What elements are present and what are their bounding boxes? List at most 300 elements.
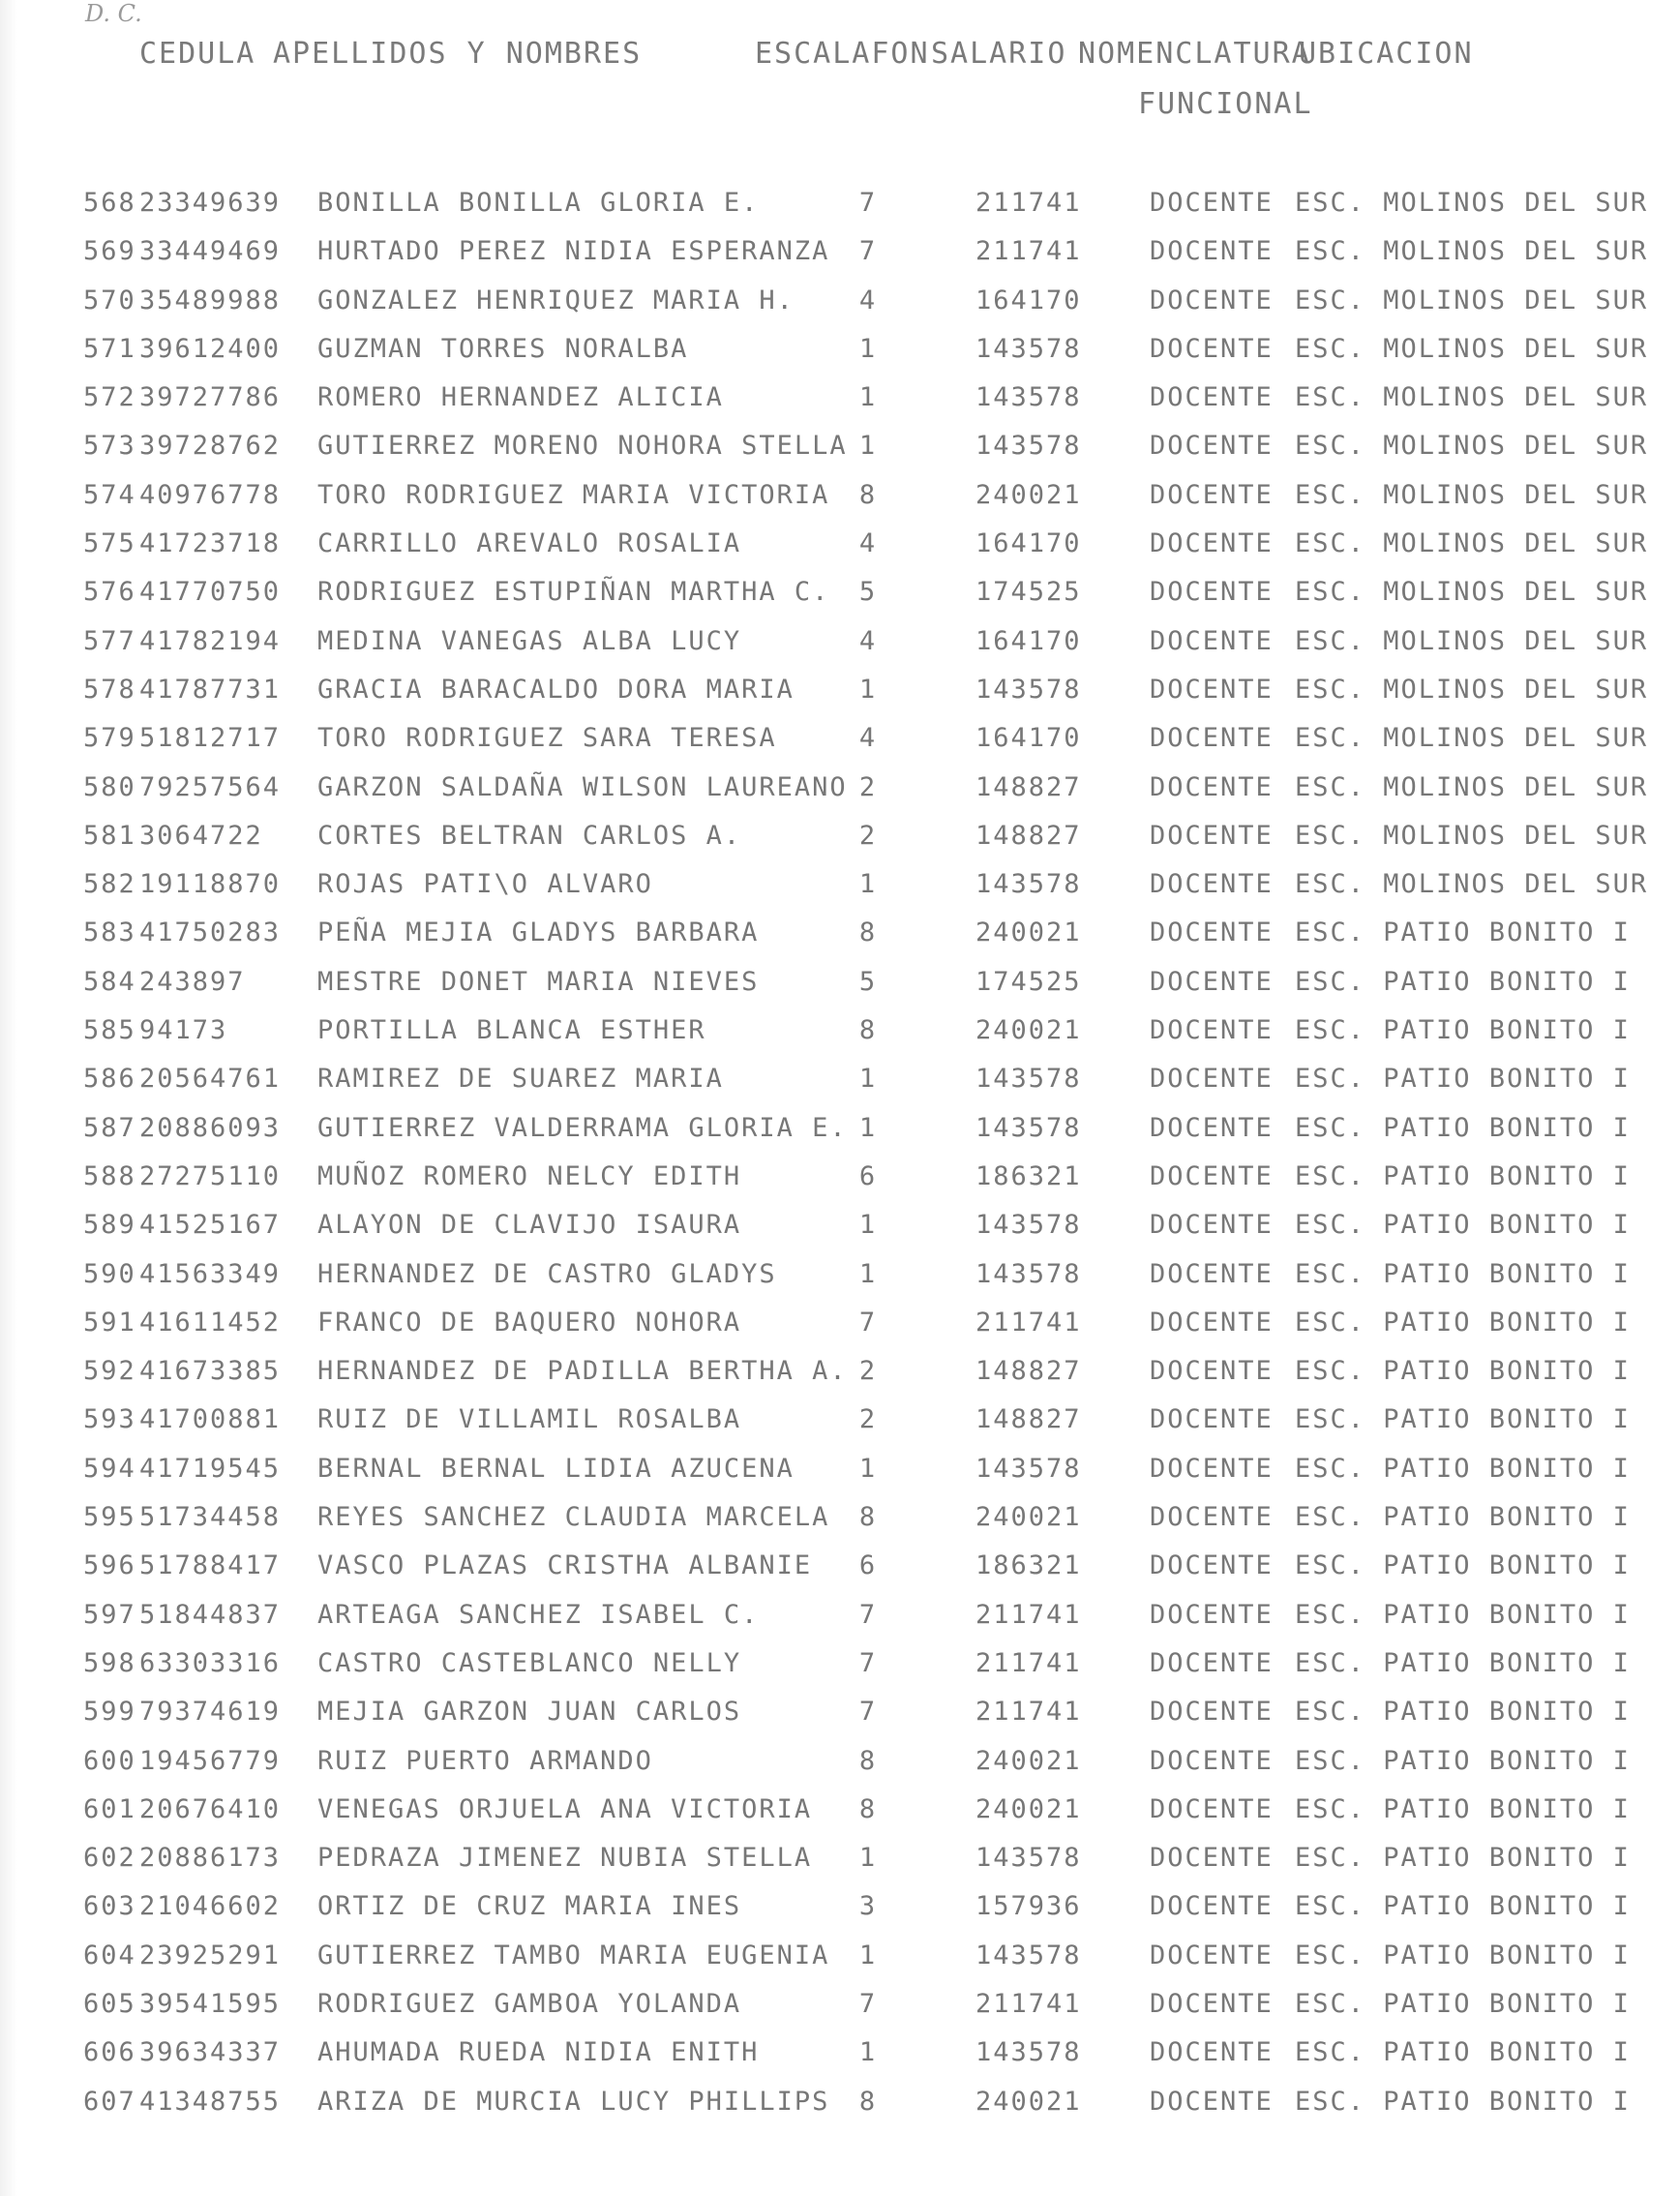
nomenclatura-cell: DOCENTE <box>1150 285 1274 316</box>
name-cell: BONILLA BONILLA GLORIA E. <box>317 188 760 218</box>
name-cell: TORO RODRIGUEZ SARA TERESA <box>317 723 777 754</box>
row-number: 571 <box>83 333 136 364</box>
name-cell: GUZMAN TORRES NORALBA <box>317 333 689 364</box>
escalafon-cell: 7 <box>858 1988 878 2019</box>
nomenclatura-cell: DOCENTE <box>1150 188 1274 218</box>
nomenclatura-cell: DOCENTE <box>1150 382 1274 413</box>
name-cell: RODRIGUEZ ESTUPIÑAN MARTHA C. <box>317 577 830 608</box>
escalafon-cell: 7 <box>858 1697 878 1728</box>
name-cell: HERNANDEZ DE PADILLA BERTHA A. <box>317 1356 848 1387</box>
table-row <box>0 280 1680 328</box>
escalafon-cell: 8 <box>858 1015 878 1046</box>
row-number: 580 <box>83 771 136 802</box>
table-row <box>0 1058 1680 1106</box>
salario-cell: 211741 <box>975 1697 1082 1728</box>
nomenclatura-cell: DOCENTE <box>1150 528 1274 559</box>
salario-cell: 240021 <box>975 1015 1082 1046</box>
name-cell: PEÑA MEJIA GLADYS BARBARA <box>317 918 760 948</box>
nomenclatura-cell: DOCENTE <box>1150 431 1274 462</box>
nomenclatura-cell: DOCENTE <box>1150 820 1274 851</box>
ubicacion-cell: ESC. MOLINOS DEL SUR <box>1295 333 1649 364</box>
cedula-cell: 51734458 <box>139 1502 282 1533</box>
row-number: 590 <box>83 1258 136 1289</box>
name-cell: CASTRO CASTEBLANCO NELLY <box>317 1647 742 1678</box>
ubicacion-cell: ESC. PATIO BONITO I <box>1295 1843 1631 1874</box>
ubicacion-cell: ESC. PATIO BONITO I <box>1295 1697 1631 1728</box>
salario-cell: 240021 <box>975 2086 1082 2117</box>
row-number: 584 <box>83 966 136 997</box>
row-number: 569 <box>83 236 136 267</box>
escalafon-cell: 2 <box>858 820 878 851</box>
cedula-cell: 27275110 <box>139 1160 282 1191</box>
cedula-cell: 23925291 <box>139 1940 282 1970</box>
name-cell: RODRIGUEZ GAMBOA YOLANDA <box>317 1988 742 2019</box>
cedula-cell: 41770750 <box>139 577 282 608</box>
name-cell: VENEGAS ORJUELA ANA VICTORIA <box>317 1793 813 1824</box>
table-row <box>0 961 1680 1009</box>
nomenclatura-cell: DOCENTE <box>1150 1550 1274 1581</box>
name-cell: GONZALEZ HENRIQUEZ MARIA H. <box>317 285 795 316</box>
name-cell: MEJIA GARZON JUAN CARLOS <box>317 1697 742 1728</box>
cedula-cell: 41719545 <box>139 1453 282 1484</box>
salario-cell: 164170 <box>975 625 1082 656</box>
salario-cell: 148827 <box>975 771 1082 802</box>
escalafon-cell: 1 <box>858 1112 878 1143</box>
escalafon-cell: 6 <box>858 1550 878 1581</box>
salario-cell: 164170 <box>975 723 1082 754</box>
nomenclatura-cell: DOCENTE <box>1150 1160 1274 1191</box>
nomenclatura-cell: DOCENTE <box>1150 1843 1274 1874</box>
salario-cell: 143578 <box>975 1940 1082 1970</box>
table-row <box>0 1496 1680 1545</box>
margin-mark: D. C. <box>85 0 142 27</box>
escalafon-cell: 8 <box>858 1793 878 1824</box>
cedula-cell: 51844837 <box>139 1599 282 1630</box>
name-cell: GUTIERREZ MORENO NOHORA STELLA <box>317 431 848 462</box>
nomenclatura-cell: DOCENTE <box>1150 625 1274 656</box>
nomenclatura-cell: DOCENTE <box>1150 1015 1274 1046</box>
row-number: 606 <box>83 2037 136 2068</box>
escalafon-cell: 3 <box>858 1891 878 1922</box>
ubicacion-cell: ESC. PATIO BONITO I <box>1295 1599 1631 1630</box>
ubicacion-cell: ESC. PATIO BONITO I <box>1295 2037 1631 2068</box>
nomenclatura-cell: DOCENTE <box>1150 1307 1274 1338</box>
ubicacion-cell: ESC. MOLINOS DEL SUR <box>1295 382 1649 413</box>
escalafon-cell: 2 <box>858 771 878 802</box>
row-number: 599 <box>83 1697 136 1728</box>
salario-cell: 186321 <box>975 1160 1082 1191</box>
ubicacion-cell: ESC. PATIO BONITO I <box>1295 1160 1631 1191</box>
escalafon-cell: 2 <box>858 1404 878 1435</box>
table-row <box>0 1935 1680 1983</box>
row-number: 576 <box>83 577 136 608</box>
salario-cell: 143578 <box>975 869 1082 900</box>
escalafon-cell: 1 <box>858 382 878 413</box>
nomenclatura-cell: DOCENTE <box>1150 723 1274 754</box>
nomenclatura-cell: DOCENTE <box>1150 918 1274 948</box>
table-row <box>0 1350 1680 1399</box>
ubicacion-cell: ESC. PATIO BONITO I <box>1295 1258 1631 1289</box>
name-cell: ROJAS PATI\O ALVARO <box>317 869 653 900</box>
nomenclatura-cell: DOCENTE <box>1150 1988 1274 2019</box>
escalafon-cell: 4 <box>858 723 878 754</box>
nomenclatura-cell: DOCENTE <box>1150 1112 1274 1143</box>
ubicacion-cell: ESC. PATIO BONITO I <box>1295 1745 1631 1776</box>
table-row <box>0 1642 1680 1691</box>
nomenclatura-cell: DOCENTE <box>1150 479 1274 510</box>
salario-cell: 143578 <box>975 2037 1082 2068</box>
table-row <box>0 1107 1680 1156</box>
ubicacion-cell: ESC. MOLINOS DEL SUR <box>1295 625 1649 656</box>
nomenclatura-cell: DOCENTE <box>1150 2086 1274 2117</box>
salario-cell: 211741 <box>975 236 1082 267</box>
name-cell: PEDRAZA JIMENEZ NUBIA STELLA <box>317 1843 813 1874</box>
table-row <box>0 1789 1680 1837</box>
escalafon-cell: 7 <box>858 1307 878 1338</box>
nomenclatura-cell: DOCENTE <box>1150 1210 1274 1241</box>
cedula-cell: 35489988 <box>139 285 282 316</box>
ubicacion-cell: ESC. MOLINOS DEL SUR <box>1295 723 1649 754</box>
row-number: 574 <box>83 479 136 510</box>
cedula-cell: 41673385 <box>139 1356 282 1387</box>
row-number: 577 <box>83 625 136 656</box>
table-row <box>0 669 1680 717</box>
salario-cell: 240021 <box>975 1502 1082 1533</box>
table-row <box>0 1885 1680 1934</box>
table-row <box>0 2031 1680 2080</box>
row-number: 575 <box>83 528 136 559</box>
nomenclatura-cell: DOCENTE <box>1150 771 1274 802</box>
escalafon-cell: 1 <box>858 674 878 705</box>
cedula-cell: 33449469 <box>139 236 282 267</box>
ubicacion-cell: ESC. PATIO BONITO I <box>1295 1647 1631 1678</box>
ubicacion-cell: ESC. PATIO BONITO I <box>1295 1307 1631 1338</box>
salario-cell: 143578 <box>975 674 1082 705</box>
name-cell: REYES SANCHEZ CLAUDIA MARCELA <box>317 1502 830 1533</box>
cedula-cell: 41782194 <box>139 625 282 656</box>
escalafon-cell: 7 <box>858 236 878 267</box>
row-number: 568 <box>83 188 136 218</box>
cedula-cell: 3064722 <box>139 820 263 851</box>
name-cell: PORTILLA BLANCA ESTHER <box>317 1015 706 1046</box>
row-number: 582 <box>83 869 136 900</box>
cedula-cell: 41563349 <box>139 1258 282 1289</box>
header-nomenclatura: NOMENCLATURA <box>1078 37 1311 71</box>
cedula-cell: 63303316 <box>139 1647 282 1678</box>
cedula-cell: 41525167 <box>139 1210 282 1241</box>
cedula-cell: 20886093 <box>139 1112 282 1143</box>
escalafon-cell: 1 <box>858 1258 878 1289</box>
ubicacion-cell: ESC. PATIO BONITO I <box>1295 1210 1631 1241</box>
name-cell: HERNANDEZ DE CASTRO GLADYS <box>317 1258 777 1289</box>
cedula-cell: 41750283 <box>139 918 282 948</box>
nomenclatura-cell: DOCENTE <box>1150 1745 1274 1776</box>
salario-cell: 240021 <box>975 918 1082 948</box>
name-cell: MESTRE DONET MARIA NIEVES <box>317 966 760 997</box>
name-cell: TORO RODRIGUEZ MARIA VICTORIA <box>317 479 830 510</box>
cedula-cell: 51788417 <box>139 1550 282 1581</box>
name-cell: RUIZ DE VILLAMIL ROSALBA <box>317 1404 742 1435</box>
row-number: 572 <box>83 382 136 413</box>
table-row <box>0 1204 1680 1252</box>
row-number: 585 <box>83 1015 136 1046</box>
table-row <box>0 863 1680 912</box>
table-row <box>0 912 1680 960</box>
ubicacion-cell: ESC. MOLINOS DEL SUR <box>1295 771 1649 802</box>
escalafon-cell: 4 <box>858 625 878 656</box>
nomenclatura-cell: DOCENTE <box>1150 1502 1274 1533</box>
escalafon-cell: 1 <box>858 2037 878 2068</box>
row-number: 579 <box>83 723 136 754</box>
name-cell: MEDINA VANEGAS ALBA LUCY <box>317 625 742 656</box>
salario-cell: 143578 <box>975 431 1082 462</box>
escalafon-cell: 1 <box>858 869 878 900</box>
nomenclatura-cell: DOCENTE <box>1150 1453 1274 1484</box>
salario-cell: 143578 <box>975 1210 1082 1241</box>
salario-cell: 143578 <box>975 1112 1082 1143</box>
cedula-cell: 20676410 <box>139 1793 282 1824</box>
row-number: 593 <box>83 1404 136 1435</box>
row-number: 594 <box>83 1453 136 1484</box>
name-cell: MUÑOZ ROMERO NELCY EDITH <box>317 1160 742 1191</box>
name-cell: ROMERO HERNANDEZ ALICIA <box>317 382 724 413</box>
ubicacion-cell: ESC. MOLINOS DEL SUR <box>1295 577 1649 608</box>
table-row <box>0 474 1680 523</box>
nomenclatura-cell: DOCENTE <box>1150 1697 1274 1728</box>
cedula-cell: 94173 <box>139 1015 228 1046</box>
table-row <box>0 1399 1680 1447</box>
salario-cell: 240021 <box>975 1745 1082 1776</box>
escalafon-cell: 1 <box>858 1064 878 1095</box>
name-cell: GARZON SALDAÑA WILSON LAUREANO <box>317 771 848 802</box>
ubicacion-cell: ESC. PATIO BONITO I <box>1295 1940 1631 1970</box>
row-number: 587 <box>83 1112 136 1143</box>
name-cell: GRACIA BARACALDO DORA MARIA <box>317 674 795 705</box>
table-row <box>0 523 1680 571</box>
row-number: 570 <box>83 285 136 316</box>
table-row <box>0 1448 1680 1496</box>
salario-cell: 143578 <box>975 1843 1082 1874</box>
salario-cell: 164170 <box>975 528 1082 559</box>
name-cell: CARRILLO AREVALO ROSALIA <box>317 528 742 559</box>
table-row <box>0 767 1680 815</box>
row-number: 607 <box>83 2086 136 2117</box>
ubicacion-cell: ESC. PATIO BONITO I <box>1295 966 1631 997</box>
escalafon-cell: 4 <box>858 528 878 559</box>
row-number: 578 <box>83 674 136 705</box>
cedula-cell: 41723718 <box>139 528 282 559</box>
row-number: 597 <box>83 1599 136 1630</box>
name-cell: ALAYON DE CLAVIJO ISAURA <box>317 1210 742 1241</box>
table-row <box>0 1691 1680 1739</box>
table-row <box>0 182 1680 230</box>
name-cell: CORTES BELTRAN CARLOS A. <box>317 820 742 851</box>
escalafon-cell: 8 <box>858 1745 878 1776</box>
table-row <box>0 571 1680 619</box>
name-cell: AHUMADA RUEDA NIDIA ENITH <box>317 2037 760 2068</box>
escalafon-cell: 8 <box>858 2086 878 2117</box>
table-row <box>0 1253 1680 1302</box>
salario-cell: 157936 <box>975 1891 1082 1922</box>
table-row <box>0 1837 1680 1885</box>
escalafon-cell: 8 <box>858 918 878 948</box>
name-cell: ORTIZ DE CRUZ MARIA INES <box>317 1891 742 1922</box>
cedula-cell: 19456779 <box>139 1745 282 1776</box>
nomenclatura-cell: DOCENTE <box>1150 1599 1274 1630</box>
salario-cell: 211741 <box>975 1988 1082 2019</box>
name-cell: FRANCO DE BAQUERO NOHORA <box>317 1307 742 1338</box>
nomenclatura-cell: DOCENTE <box>1150 674 1274 705</box>
name-cell: ARIZA DE MURCIA LUCY PHILLIPS <box>317 2086 830 2117</box>
ubicacion-cell: ESC. PATIO BONITO I <box>1295 1793 1631 1824</box>
table-row <box>0 717 1680 766</box>
cedula-cell: 79374619 <box>139 1697 282 1728</box>
table-row <box>0 2081 1680 2129</box>
cedula-cell: 41611452 <box>139 1307 282 1338</box>
row-number: 603 <box>83 1891 136 1922</box>
cedula-cell: 41348755 <box>139 2086 282 2117</box>
row-number: 591 <box>83 1307 136 1338</box>
cedula-cell: 19118870 <box>139 869 282 900</box>
row-number: 592 <box>83 1356 136 1387</box>
cedula-cell: 23349639 <box>139 188 282 218</box>
name-cell: RAMIREZ DE SUAREZ MARIA <box>317 1064 724 1095</box>
salario-cell: 240021 <box>975 479 1082 510</box>
escalafon-cell: 5 <box>858 577 878 608</box>
cedula-cell: 39727786 <box>139 382 282 413</box>
ubicacion-cell: ESC. MOLINOS DEL SUR <box>1295 285 1649 316</box>
ubicacion-cell: ESC. PATIO BONITO I <box>1295 1988 1631 2019</box>
cedula-cell: 39612400 <box>139 333 282 364</box>
name-cell: BERNAL BERNAL LIDIA AZUCENA <box>317 1453 795 1484</box>
ubicacion-cell: ESC. PATIO BONITO I <box>1295 2086 1631 2117</box>
table-row <box>0 1740 1680 1789</box>
ubicacion-cell: ESC. PATIO BONITO I <box>1295 1550 1631 1581</box>
salario-cell: 186321 <box>975 1550 1082 1581</box>
escalafon-cell: 8 <box>858 1502 878 1533</box>
cedula-cell: 40976778 <box>139 479 282 510</box>
ubicacion-cell: ESC. PATIO BONITO I <box>1295 1891 1631 1922</box>
row-number: 596 <box>83 1550 136 1581</box>
table-row <box>0 620 1680 669</box>
table-row <box>0 1156 1680 1204</box>
ubicacion-cell: ESC. PATIO BONITO I <box>1295 918 1631 948</box>
escalafon-cell: 7 <box>858 188 878 218</box>
row-number: 605 <box>83 1988 136 2019</box>
salario-cell: 240021 <box>975 1793 1082 1824</box>
row-number: 581 <box>83 820 136 851</box>
table-row <box>0 1009 1680 1058</box>
ubicacion-cell: ESC. MOLINOS DEL SUR <box>1295 188 1649 218</box>
salario-cell: 211741 <box>975 1307 1082 1338</box>
row-number: 586 <box>83 1064 136 1095</box>
salario-cell: 164170 <box>975 285 1082 316</box>
cedula-cell: 41787731 <box>139 674 282 705</box>
escalafon-cell: 1 <box>858 1210 878 1241</box>
ubicacion-cell: ESC. MOLINOS DEL SUR <box>1295 820 1649 851</box>
nomenclatura-cell: DOCENTE <box>1150 1356 1274 1387</box>
ubicacion-cell: ESC. PATIO BONITO I <box>1295 1112 1631 1143</box>
nomenclatura-cell: DOCENTE <box>1150 333 1274 364</box>
name-cell: VASCO PLAZAS CRISTHA ALBANIE <box>317 1550 813 1581</box>
cedula-cell: 21046602 <box>139 1891 282 1922</box>
nomenclatura-cell: DOCENTE <box>1150 2037 1274 2068</box>
cedula-cell: 51812717 <box>139 723 282 754</box>
escalafon-cell: 1 <box>858 1940 878 1970</box>
name-cell: RUIZ PUERTO ARMANDO <box>317 1745 653 1776</box>
table-row <box>0 1983 1680 2031</box>
row-number: 589 <box>83 1210 136 1241</box>
salario-cell: 174525 <box>975 966 1082 997</box>
nomenclatura-cell: DOCENTE <box>1150 577 1274 608</box>
cedula-cell: 39634337 <box>139 2037 282 2068</box>
cedula-cell: 20564761 <box>139 1064 282 1095</box>
escalafon-cell: 2 <box>858 1356 878 1387</box>
ubicacion-cell: ESC. PATIO BONITO I <box>1295 1356 1631 1387</box>
table-row <box>0 1594 1680 1642</box>
cedula-cell: 20886173 <box>139 1843 282 1874</box>
salario-cell: 148827 <box>975 1356 1082 1387</box>
cedula-cell: 39728762 <box>139 431 282 462</box>
name-cell: GUTIERREZ VALDERRAMA GLORIA E. <box>317 1112 848 1143</box>
row-number: 602 <box>83 1843 136 1874</box>
nomenclatura-cell: DOCENTE <box>1150 966 1274 997</box>
table-row <box>0 1302 1680 1350</box>
nomenclatura-cell: DOCENTE <box>1150 1940 1274 1970</box>
table-row <box>0 328 1680 376</box>
name-cell: HURTADO PEREZ NIDIA ESPERANZA <box>317 236 830 267</box>
header-escalafon: ESCALAFON <box>755 37 930 71</box>
escalafon-cell: 7 <box>858 1599 878 1630</box>
row-number: 595 <box>83 1502 136 1533</box>
row-number: 573 <box>83 431 136 462</box>
name-cell: GUTIERREZ TAMBO MARIA EUGENIA <box>317 1940 830 1970</box>
salario-cell: 148827 <box>975 1404 1082 1435</box>
nomenclatura-cell: DOCENTE <box>1150 1891 1274 1922</box>
salario-cell: 211741 <box>975 1647 1082 1678</box>
salario-cell: 143578 <box>975 1453 1082 1484</box>
salario-cell: 148827 <box>975 820 1082 851</box>
row-number: 604 <box>83 1940 136 1970</box>
escalafon-cell: 4 <box>858 285 878 316</box>
table-row <box>0 230 1680 279</box>
ubicacion-cell: ESC. MOLINOS DEL SUR <box>1295 236 1649 267</box>
salario-cell: 174525 <box>975 577 1082 608</box>
escalafon-cell: 6 <box>858 1160 878 1191</box>
ubicacion-cell: ESC. PATIO BONITO I <box>1295 1404 1631 1435</box>
ubicacion-cell: ESC. MOLINOS DEL SUR <box>1295 431 1649 462</box>
ubicacion-cell: ESC. PATIO BONITO I <box>1295 1015 1631 1046</box>
escalafon-cell: 8 <box>858 479 878 510</box>
header-nomenclatura-funcional: FUNCIONAL <box>1138 87 1313 121</box>
nomenclatura-cell: DOCENTE <box>1150 869 1274 900</box>
nomenclatura-cell: DOCENTE <box>1150 1404 1274 1435</box>
row-number: 601 <box>83 1793 136 1824</box>
escalafon-cell: 7 <box>858 1647 878 1678</box>
cedula-cell: 243897 <box>139 966 246 997</box>
cedula-cell: 79257564 <box>139 771 282 802</box>
cedula-cell: 39541595 <box>139 1988 282 2019</box>
ubicacion-cell: ESC. PATIO BONITO I <box>1295 1453 1631 1484</box>
table-row <box>0 1545 1680 1593</box>
escalafon-cell: 1 <box>858 1453 878 1484</box>
ubicacion-cell: ESC. PATIO BONITO I <box>1295 1064 1631 1095</box>
ubicacion-cell: ESC. PATIO BONITO I <box>1295 1502 1631 1533</box>
escalafon-cell: 5 <box>858 966 878 997</box>
escalafon-cell: 1 <box>858 333 878 364</box>
header-ubicacion: UBICACION <box>1299 37 1474 71</box>
row-number: 600 <box>83 1745 136 1776</box>
